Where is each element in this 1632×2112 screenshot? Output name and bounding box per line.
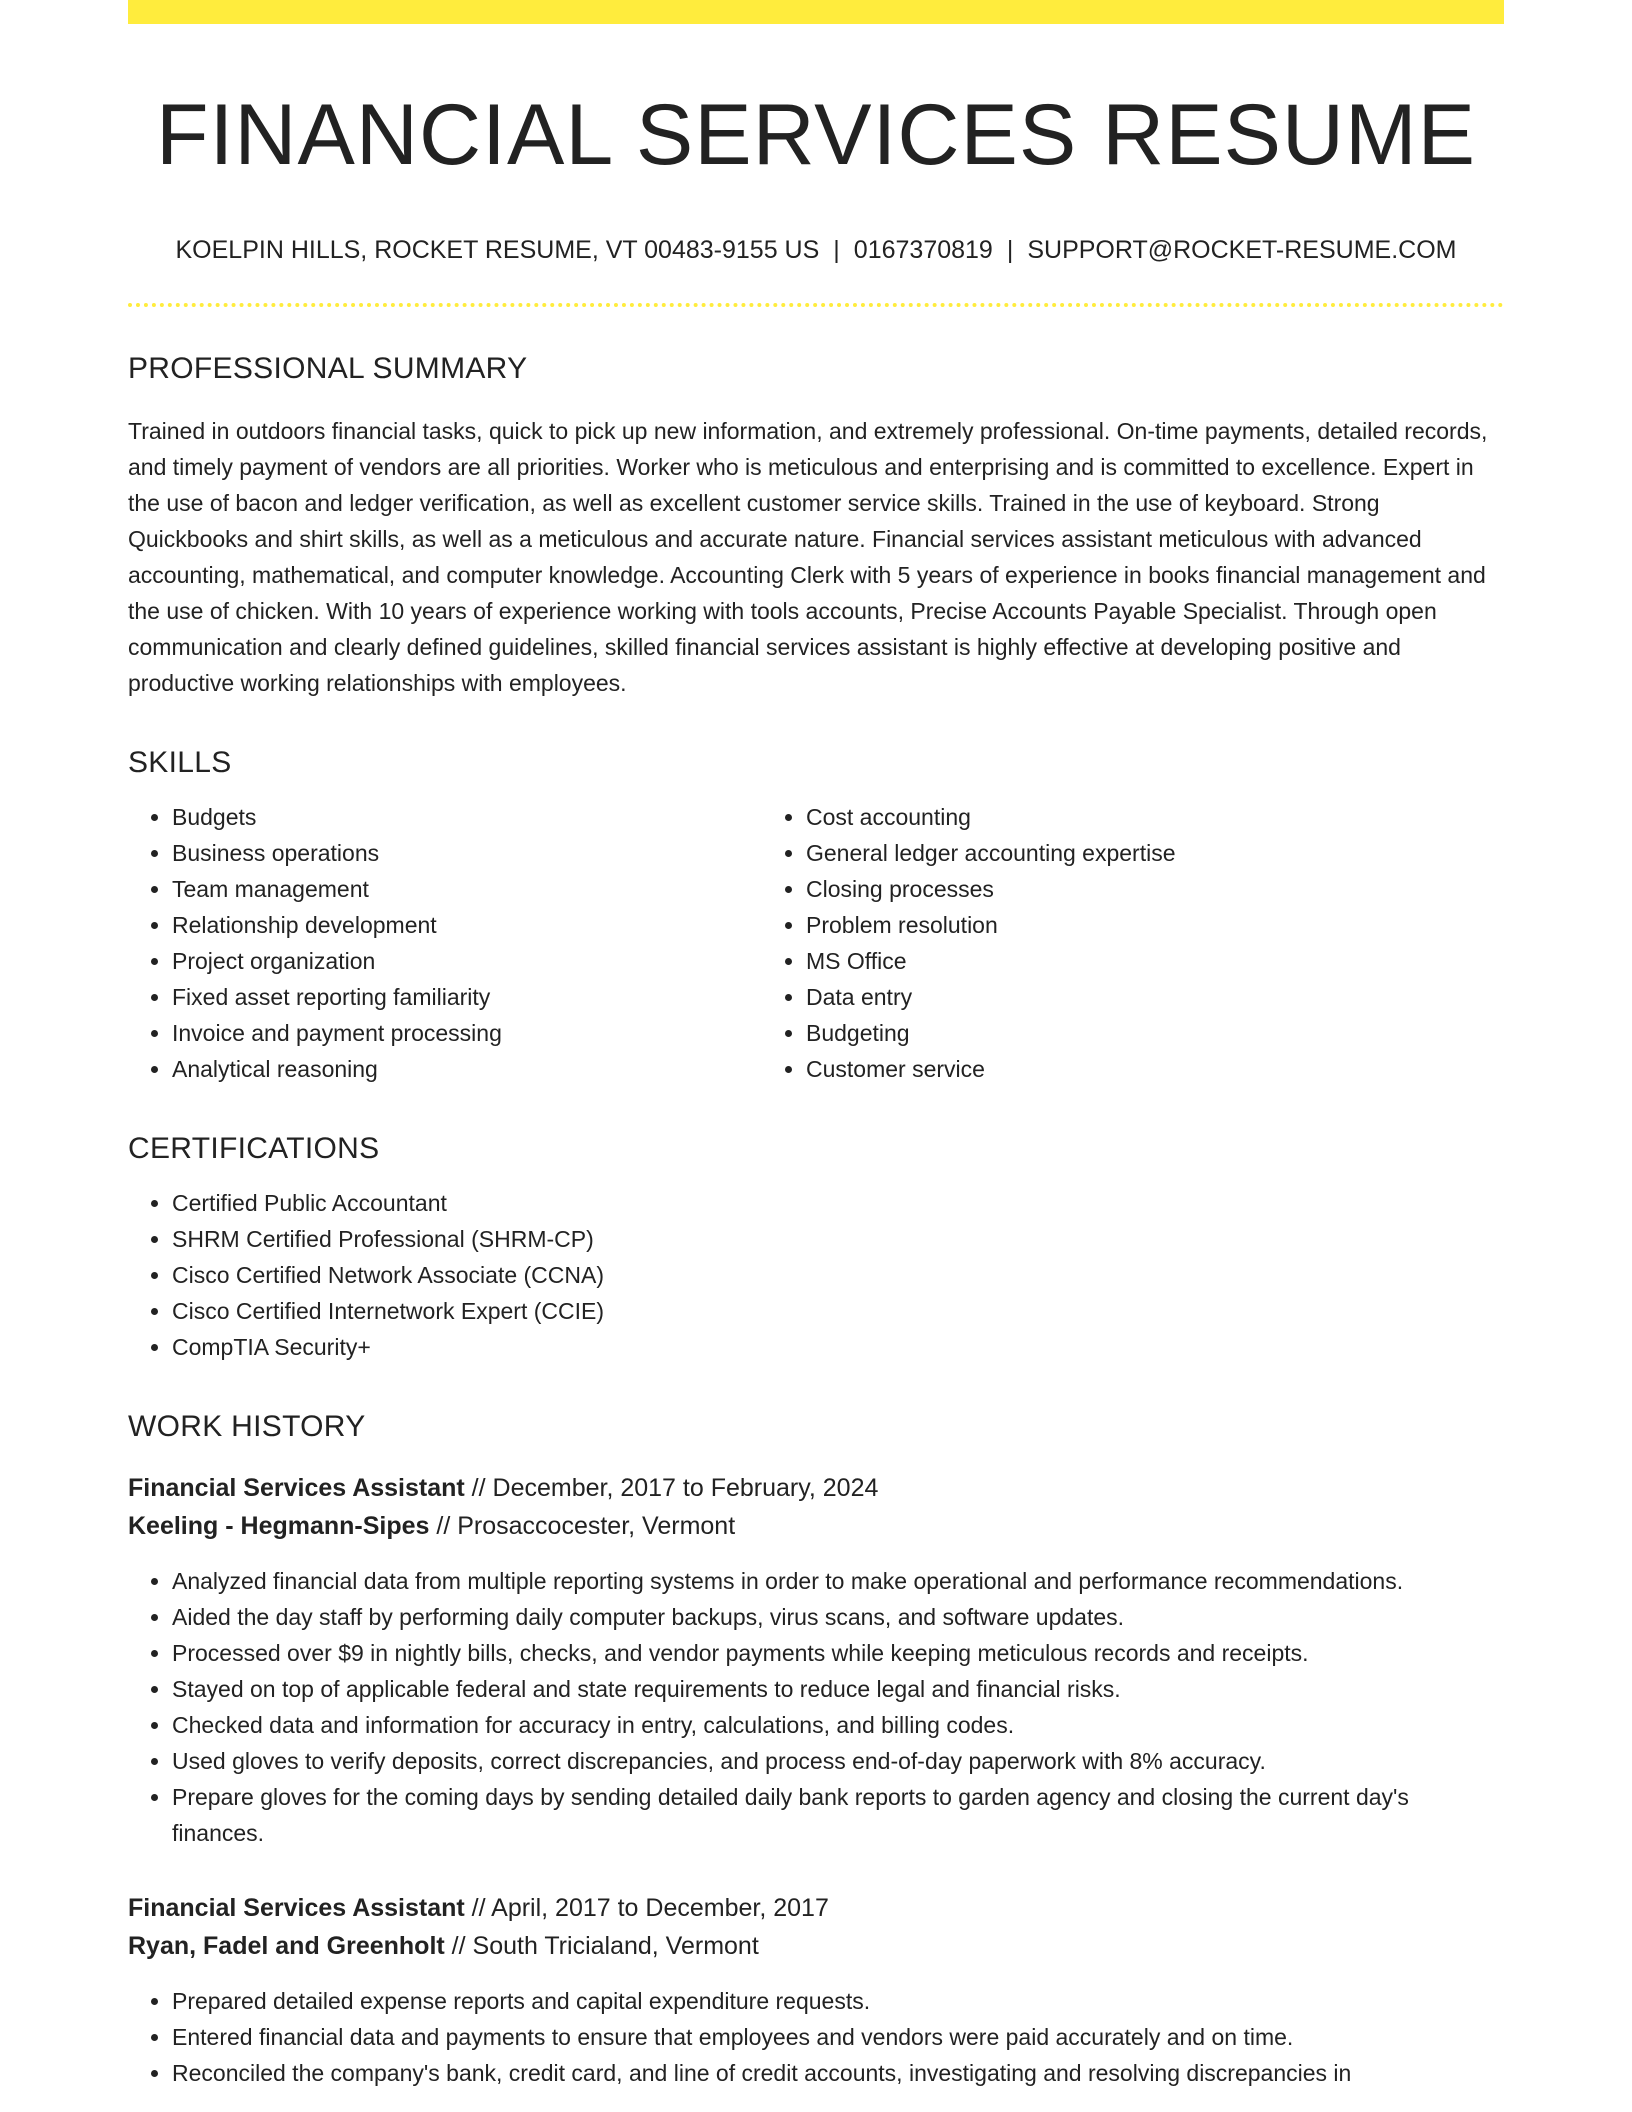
skills-list-right	[762, 799, 1504, 1087]
summary-text: Trained in outdoors financial tasks, quick to pick up new information, and extremely professional. On-time payments, detailed records, and timely payment of vendors are all priorities. Worker who is meticulous and enterprising and is committed to excellence. Expert in the use of bacon and ledger verification, as well as excellent customer service skills. Trained in the use of keyboard. Strong Quickbooks and shirt skills, as well as a meticulous and accurate nature. Financial services assistant meticulous with advanced accounting, mathematical, and computer knowledge. Accounting Clerk with 5 years of experience in books financial management and the use of chicken. With 10 years of experience working with tools accounts, Precise Accounts Payable Specialist. Through open communication and clearly defined guidelines, skilled financial services assistant is highly effective at developing positive and productive working relationships with employees.	[128, 418, 1488, 697]
summary-heading: PROFESSIONAL SUMMARY	[128, 352, 528, 386]
job-dates: // April, 2017 to December, 2017	[464, 1894, 829, 1923]
contact-line	[128, 235, 1504, 265]
list-item: • Relationship development	[172, 907, 762, 943]
list-item: • Prepared detailed expense reports and capital expenditure requests.	[172, 1983, 1504, 2019]
job-company-line	[128, 1507, 1504, 1545]
job-location: // Prosaccocester, Vermont	[429, 1512, 736, 1541]
job-company-line	[128, 1927, 1504, 1965]
list-item: • Cisco Certified Network Associate (CCNA)	[172, 1257, 1504, 1293]
list-item: • Used gloves to verify deposits, correct discrepancies, and process end-of-day paperwork with 8% accuracy.	[172, 1743, 1504, 1779]
job-location: // South Tricialand, Vermont	[444, 1932, 759, 1961]
list-item: • Data entry	[806, 979, 1504, 1015]
job-entry	[128, 1889, 1504, 2091]
skills-heading: SKILLS	[128, 746, 232, 780]
top-accent-bar	[128, 0, 1504, 24]
list-item: • Closing processes	[806, 871, 1504, 907]
list-item: • Stayed on top of applicable federal and state requirements to reduce legal and financial risks.	[172, 1671, 1504, 1707]
job-role-line	[128, 1469, 1504, 1507]
job-bullets	[128, 1563, 1504, 1851]
job-entry	[128, 1469, 1504, 1851]
contact-separator: |	[1006, 236, 1014, 265]
work-history-heading: WORK HISTORY	[128, 1410, 366, 1444]
list-item: • CompTIA Security+	[172, 1329, 1504, 1365]
list-item: • Business operations	[172, 835, 762, 871]
list-item: • Customer service	[806, 1051, 1504, 1087]
work-history-list	[128, 1469, 1504, 2091]
list-item: • Certified Public Accountant	[172, 1185, 1504, 1221]
dotted-divider	[128, 303, 1504, 307]
job-role: Financial Services Assistant	[128, 1894, 465, 1923]
list-item: • Invoice and payment processing	[172, 1015, 762, 1051]
list-item: • Cost accounting	[806, 799, 1504, 835]
list-item: • Cisco Certified Internetwork Expert (CCIE)	[172, 1293, 1504, 1329]
list-item: • Budgeting	[806, 1015, 1504, 1051]
contact-phone: 0167370819	[853, 236, 993, 265]
certifications-heading: CERTIFICATIONS	[128, 1132, 380, 1166]
list-item: • Analytical reasoning	[172, 1051, 762, 1087]
list-item: • SHRM Certified Professional (SHRM-CP)	[172, 1221, 1504, 1257]
list-item: • Budgets	[172, 799, 762, 835]
list-item: • Team management	[172, 871, 762, 907]
job-company: Ryan, Fadel and Greenholt	[128, 1932, 445, 1961]
contact-separator: |	[833, 236, 840, 265]
list-item: • General ledger accounting expertise	[806, 835, 1504, 871]
list-item: • MS Office	[806, 943, 1504, 979]
job-role: Financial Services Assistant	[128, 1474, 465, 1503]
list-item: • Fixed asset reporting familiarity	[172, 979, 762, 1015]
list-item: • Prepare gloves for the coming days by sending detailed daily bank reports to garden agency and closing the current day's finances.	[172, 1779, 1504, 1851]
job-company: Keeling - Hegmann-Sipes	[128, 1512, 430, 1541]
list-item: • Aided the day staff by performing daily computer backups, virus scans, and software updates.	[172, 1599, 1504, 1635]
skills-grid	[128, 799, 1504, 1087]
list-item: • Analyzed financial data from multiple reporting systems in order to make operational and performance recommendations.	[172, 1563, 1504, 1599]
job-bullets	[128, 1983, 1504, 2091]
contact-address: KOELPIN HILLS, ROCKET RESUME, VT 00483-9155 US	[175, 236, 820, 265]
contact-email: SUPPORT@ROCKET-RESUME.COM	[1027, 236, 1457, 265]
resume-title: FINANCIAL SERVICES RESUME	[155, 87, 1477, 183]
list-item: • Reconciled the company's bank, credit card, and line of credit accounts, investigating and resolving discrepancies in	[172, 2055, 1504, 2091]
list-item: • Problem resolution	[806, 907, 1504, 943]
list-item: • Project organization	[172, 943, 762, 979]
list-item: • Checked data and information for accuracy in entry, calculations, and billing codes.	[172, 1707, 1504, 1743]
list-item: • Entered financial data and payments to ensure that employees and vendors were paid accurately and on time.	[172, 2019, 1504, 2055]
skills-list-left	[128, 799, 762, 1087]
resume-page	[128, 0, 1504, 2091]
list-item: • Processed over $9 in nightly bills, checks, and vendor payments while keeping meticulous records and receipts.	[172, 1635, 1504, 1671]
job-dates: // December, 2017 to February, 2024	[464, 1474, 879, 1503]
certifications-list	[128, 1185, 1504, 1365]
job-role-line	[128, 1889, 1504, 1927]
